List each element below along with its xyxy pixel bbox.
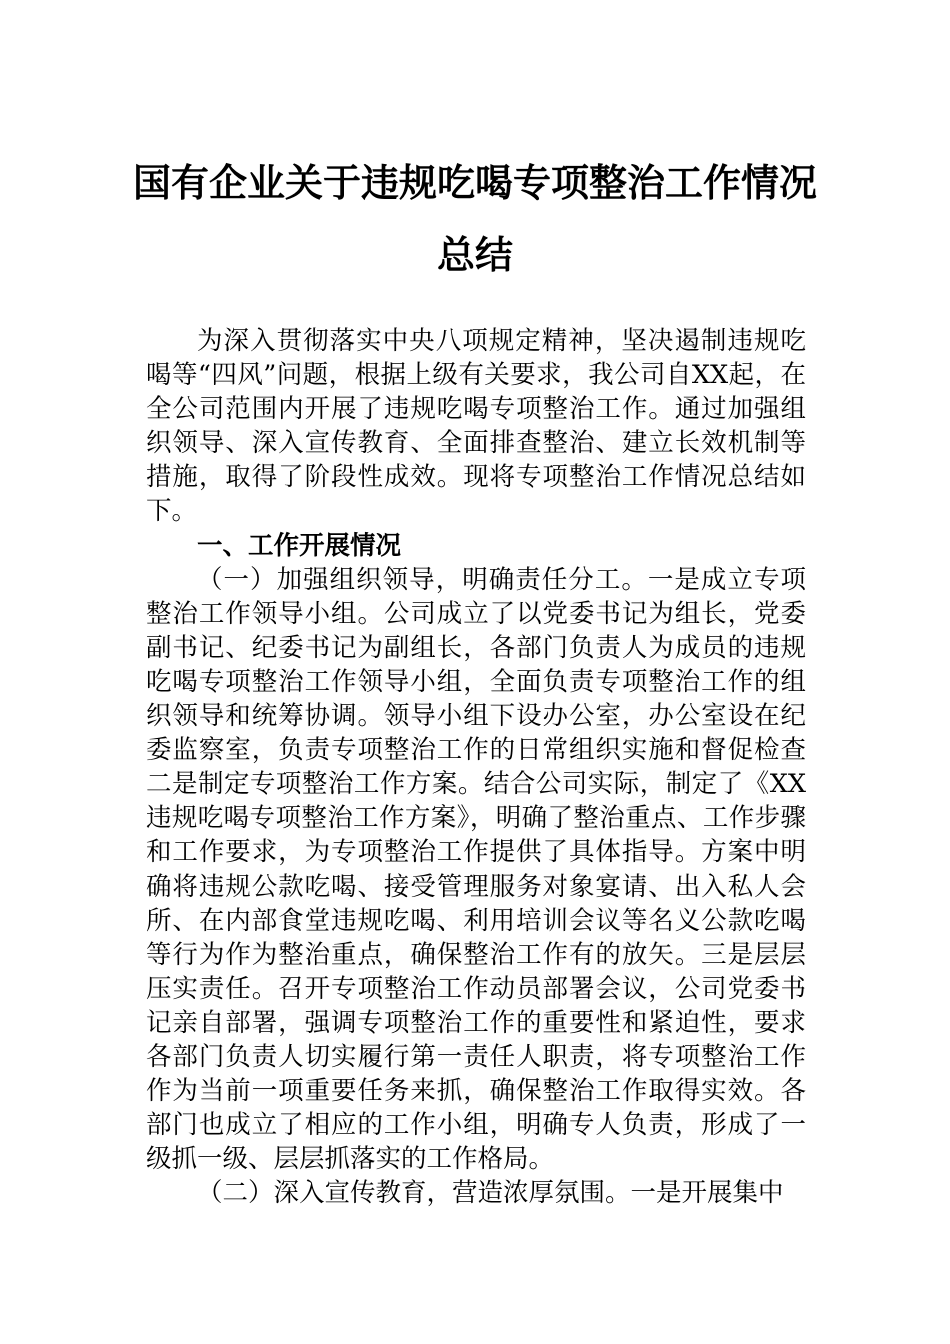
section-heading-1: 一、工作开展情况 <box>197 530 402 561</box>
subsection-body-1: 一是成立专项整治工作领导小组。公司成立了以党委书记为组长，党委副书记、纪委书记为副组长，各部门负责人为成员的违规吃喝专项整治工作领导小组，全面负责专项整治工作的组织领导和统筹协调。领导小组下设办公室，办公室设在纪委监察室，负责专项整治工作的日常组织实施和督促检查二是制定专项整治工作方案。结合公司实际，制定了《XX违规吃喝专项整治工作方案》，明确了整治重点、工作步骤和工作要求，为专项整治工作提供了具体指导。方案中明确将违规公款吃喝、接受管理服务对象宴请、出入私人会所、在内部食堂违规吃喝、利用培训会议等名义公款吃喝等行为作为整治重点，确保整治工作有的放矢。三是层层压实责任。召开专项整治工作动员部署会议，公司党委书记亲自部署，强调专项整治工作的重要性和紧迫性，要求各部门负责人切实履行第一责任人职责，将专项整治工作作为当前一项重要任务来抓，确保整治工作取得实效。各部门也成立了相应的工作小组，明确专人负责，形成了一级抓一级、层层抓落实的工作格局。 <box>146 564 806 1175</box>
subsection-heading-2: （二）深入宣传教育，营造浓厚氛围。 <box>197 1178 631 1209</box>
subsection-body-2: 一是开展集中 <box>630 1178 784 1209</box>
subsection-heading-1: （一）加强组织领导，明确责任分工。 <box>197 564 648 595</box>
document-body <box>146 324 806 1210</box>
subsection-paragraph-2 <box>146 1176 806 1210</box>
document-title-line1: 国有企业关于违规吃喝专项整治工作情况 <box>132 160 817 205</box>
intro-paragraph: 为深入贯彻落实中央八项规定精神，坚决遏制违规吃喝等“四风”问题，根据上级有关要求，我公司自XX起，在全公司范围内开展了违规吃喝专项整治工作。通过加强组织领导、深入宣传教育、全面排查整治、建立长效机制等措施，取得了阶段性成效。现将专项整治工作情况总结如下。 <box>146 326 806 527</box>
document-title-line2: 总结 <box>436 232 513 277</box>
subsection-paragraph-1 <box>146 563 806 1177</box>
